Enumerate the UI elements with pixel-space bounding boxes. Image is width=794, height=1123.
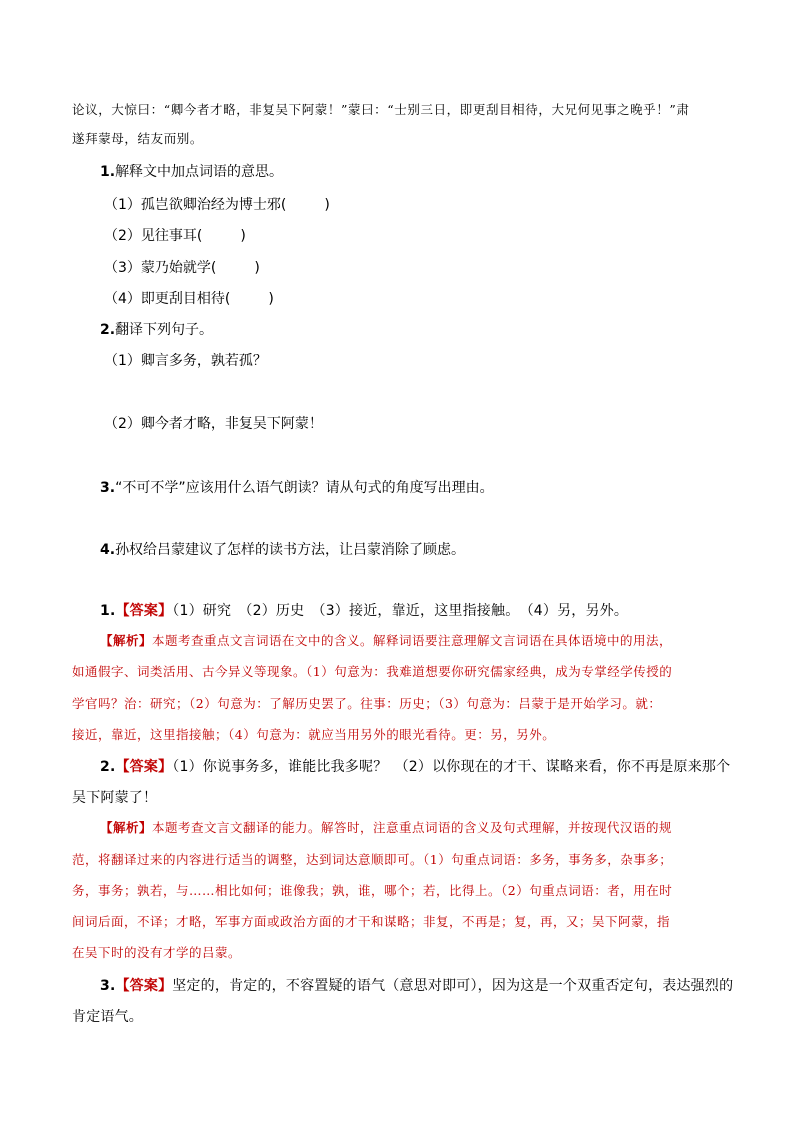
passage-line-2: 遂拜蒙母，结友而别。 [72,131,204,146]
question-2 [100,323,213,337]
item-prefix: （2） [104,416,141,432]
question-1-item-1 [104,198,330,212]
item-text: 蒙乃始就学( [140,260,217,276]
item-close: ) [324,197,330,213]
answer-3 [100,979,733,993]
analysis-label: 【解析】 [100,820,153,835]
question-number: 2. [100,322,116,338]
item-prefix: （1） [104,353,141,369]
item-prefix: （3） [104,260,141,276]
answer-2-line-2: 吴下阿蒙了！ [72,790,158,806]
answer-text: （1）研究 （2）历史 （3）接近，靠近，这里指接触。 （4）另，另外。 [172,603,629,619]
question-text: “不可不学”应该用什么语气朗读？请从句式的角度写出理由。 [115,480,494,496]
item-text: 卿言多务，孰若孤？ [140,353,267,369]
answer-label: 【答案】 [115,603,173,619]
analysis-1-line-4: 接近，靠近，这里指接触；（4）句意为：就应当用另外的眼光看待。更：另，另外。 [72,727,556,742]
analysis-2-line-5: 在吴下时的没有才学的吕蒙。 [72,945,242,960]
item-text: 见往事耳( [140,228,203,244]
analysis-1-line-1 [100,635,672,648]
answer-number: 1. [100,603,116,619]
question-text: 翻译下列句子。 [115,322,214,338]
analysis-1-line-2: 如通假字、词类活用、古今异义等现象。（1）句意为：我难道想要你研究儒家经典，成为专掌经学传授的 [72,664,673,679]
item-text: 卿今者才略，非复吴下阿蒙！ [140,416,323,432]
answer-1 [100,604,628,618]
question-number: 4. [100,542,116,558]
item-close: ) [254,260,260,276]
question-2-item-1 [104,354,267,368]
answer-3-line-2: 肯定语气。 [72,1009,143,1025]
question-2-item-2 [104,417,323,431]
item-text: 孤岂欲卿治经为博士邪( [140,197,287,213]
item-close: ) [240,228,246,244]
item-prefix: （4） [104,291,141,307]
analysis-2-line-4: 间词后面，不译；才略，军事方面或政治方面的才干和谋略；非复，不再是；复，再，又；吴下阿蒙，指 [72,914,671,929]
answer-number: 2. [100,759,116,775]
question-1-item-2 [104,229,246,243]
item-text: 即更刮目相待( [140,291,231,307]
passage-line-1: 论议，大惊曰：“卿今者才略，非复吴下阿蒙！”蒙曰：“士别三日，即更刮目相待，大兄何见事之晚乎！”肃 [72,102,690,117]
answer-label: 【答案】 [115,978,173,994]
question-number: 1. [100,164,116,180]
item-prefix: （2） [104,228,141,244]
analysis-label: 【解析】 [100,633,153,648]
item-close: ) [268,291,274,307]
question-1 [100,165,283,179]
question-4 [100,543,465,557]
analysis-1-line-3: 学官吗？治：研究；（2）句意为：了解历史罢了。往事：历史；（3）句意为：吕蒙于是开始学习。就： [72,696,662,711]
analysis-2-line-1 [100,822,672,835]
answer-text: 坚定的，肯定的，不容置疑的语气（意思对即可），因为这是一个双重否定句，表达强烈的 [172,978,734,994]
question-number: 3. [100,480,116,496]
answer-number: 3. [100,978,116,994]
question-1-item-4 [104,292,274,306]
answer-label: 【答案】 [115,759,173,775]
question-3 [100,481,494,495]
question-1-item-3 [104,261,260,275]
analysis-text: 本题考查文言文翻译的能力。解答时，注意重点词语的含义及句式理解，并按现代汉语的规 [152,820,673,835]
analysis-text: 本题考查重点文言词语在文中的含义。解释词语要注意理解文言词语在具体语境中的用法， [152,633,673,648]
question-text: 解释文中加点词语的意思。 [115,164,284,180]
analysis-2-line-2: 范，将翻译过来的内容进行适当的调整，达到词达意顺即可。（1）句重点词语：多务，事务多，杂事多； [72,852,673,867]
question-text: 孙权给吕蒙建议了怎样的读书方法，让吕蒙消除了顾虑。 [115,542,466,558]
item-prefix: （1） [104,197,141,213]
analysis-2-line-3: 务，事务；孰若，与……相比如何；谁像我；孰，谁，哪个；若，比得上。（2）句重点词语：者，用在时 [72,883,673,898]
answer-text: （1）你说事务多，谁能比我多呢？ （2）以你现在的才干、谋略来看，你不再是原来那个 [172,759,731,775]
answer-2 [100,760,730,774]
